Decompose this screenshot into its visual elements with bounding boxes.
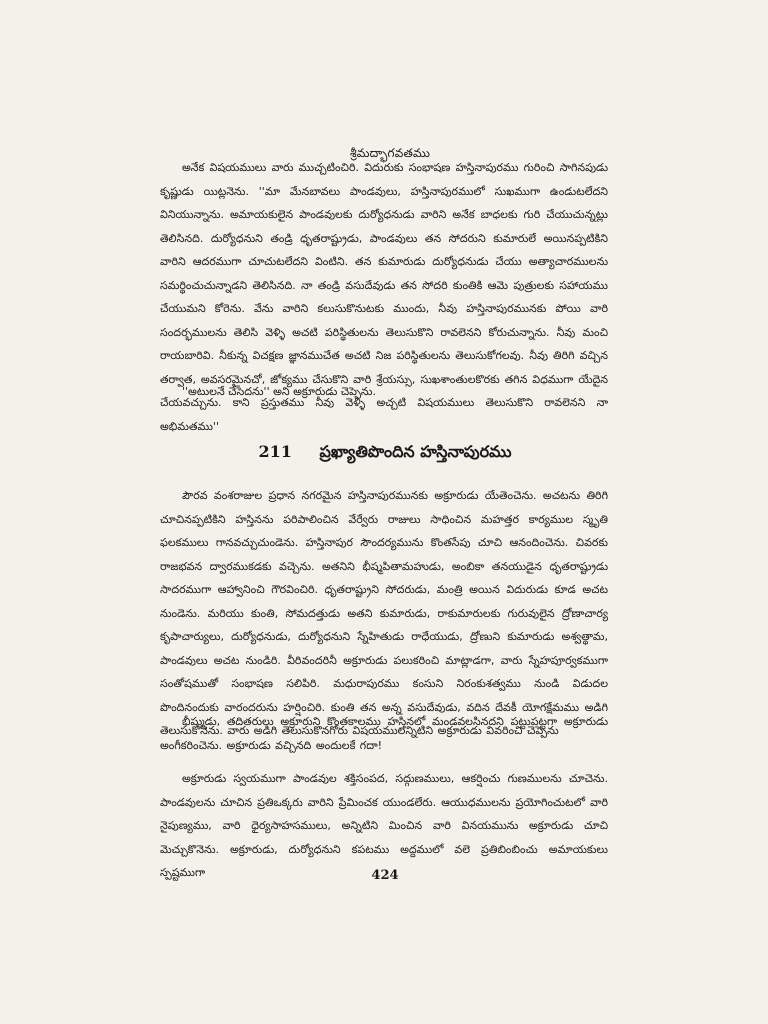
paragraph-pandavas xyxy=(160,767,608,885)
paragraph-text: పౌరవ వంశరాజుల ప్రధాన నగరమైన హస్తినాపురమునకు అక్రూరుడు యేతెంచెను. అచటను తిరిగి చూచినప్పటికిని హస్తినను పరిపాలించిన వేర్వేరు రాజులు సాధించిన మహత్తర కార్యముల స్మృతి ఫలకములు గానవచ్చుచుండెను. హస్తినాపుర సౌందర్యమును కొంతసేపు చూచి ఆనందించెను. చివరకు రాజభవన ద్వారముకడకు వచ్చెను. అతనిని భీష్మపితామహుడు, అంబికా తనయుడైన ధృతరాష్ట్రుడు సాదరముగా ఆహ్వానించి గౌరవించిరి. ధృతరాష్ట్రుని సోదరుడు, మంత్రి అయిన విదురుడు కూడ అచట నుండెను. మరియు కుంతి, సోమదత్తుడు అతని కుమారుడు, రాకుమారులకు గురువులైన ద్రోణాచార్య కృపాచార్యులు, దుర్యోధనుడు, దుర్యోధనుని స్నేహితుడు రాధేయుడు, ద్రోణుని కుమారుడు అశ్వత్థామ, పాండవులు అచట నుండిరి. వీరివందరినీ అక్రూరుడు పలుకరించి మాట్లాడగా, వారు స్నేహపూర్వకముగా సంతోషముతో సంభాషణ సలిపిరి. మధురాపురము కంసుని నిరంకుశత్వము నుండి విడుదల పొందినందుకు వారందరును హర్షించిరి. కుంతి తన అన్న వసుదేవుడు, వదిన దేవకీ యోగక్షేమము అడిగి తెలుసుకొనెను. వారు అడిగి తెలుసుకొనగోరు విషయములన్నిటిని అక్రూరుడు వివరించి చెప్పెను xyxy=(160,489,608,737)
paragraph-text: అక్రూరుడు స్వయముగా పాండవుల శక్తిసంపద, సద్గుణములు, ఆకర్షించు గుణములను చూచెను. పాండవులను చూచిన ప్రతిఒక్కరు వారిని ప్రేమించక యుండలేరు. ఆయుధములను ప్రయోగించుటలో వారి నైపుణ్యము, వారి ధైర్యసాహసములు, అన్నిటిని మించిన వారి వినయమును అక్రూరుడు చూచి మెచ్చుకొనెను. అక్రూరుడు, దుర్యోధనుని కపటము అద్దములో వలె ప్రతిబింబించు అమాయకులు స్పష్టముగా xyxy=(160,772,608,879)
paragraph-text: అనేక విషయములు వారు ముచ్చటించిరి. విదురుకు సంభాషణ హస్తినాపురము గురించి సాగినపుడు కృష్ణుడు యిట్లనెను. ''మా మేనబావలు పాండవులు, హస్తినాపురములో సుఖముగా ఉండుటలేదని వినియున్నాను. అమాయకులైన పాండవులకు దుర్యోధనుడు వారిని అనేక బాధలకు గురి చేయుచున్నట్లు తెలిసినది. దుర్యోధనుని తండ్రి ధృతరాష్ట్రుడు, పాండవులు తన సోదరుని కుమారులే అయినప్పటికిని వారిని ఆదరముగా చూచుటలేదని వింటిని. తన కుమారుడు దుర్యోధనుడు చేయు అత్యాచారములను సమర్థించుచున్నాడని తెలిసినది. నా తండ్రి వసుదేవుడు తన సోదరి కుంతికి ఆమె పుత్రులకు సహాయము చేయుమని కోరెను. వేను వారిని కలుసుకొనుటకు ముందు, నీవు హస్తినాపురమునకు పోయి వారి సందర్భములను తెలిసి వెళ్ళి అచటి పరిస్థితులను తెలుసుకొని రావలెనని కోరుచున్నాను. నీవు మంచి రాయబారివి. నీకున్న విచక్షణ జ్ఞానముచేత అచటి నిజ పరిస్థితులను తెలుసుకోగలవు. నీవు తిరిగి వచ్చిన తర్వాత, అవసరమైనచో, జోక్యము చేసుకొని వారి శ్రేయస్సు, సుఖశాంతులకొరకు తగిన విధముగా యేదైన చేయవచ్చును. కాని ప్రస్తుతము నీవు వెళ్ళి అచ్చటి విషయములు తెలుసుకొని రావలెనని నా అభిమతము'' xyxy=(160,161,608,433)
page-number: 424 xyxy=(371,868,399,883)
section-heading xyxy=(160,442,610,465)
running-header: శ్రీమద్భాగవతము xyxy=(349,146,431,160)
paragraph-hastinapura xyxy=(160,484,608,743)
paragraph-text: భీష్ముడు, తదితరులు అక్రూరుని కొంతకాలము హస్తినలో మండవలసినదని పట్టుపట్టగా అక్రూరుడు అంగీకరించెను. అక్రూరుడు వచ్చినది అందులకే గదా! xyxy=(160,715,608,752)
paragraph-bhishma xyxy=(160,710,608,757)
section-number: 211 xyxy=(258,442,292,461)
akrura-reply-line: ''అటులనే చేసెదను'' అని అక్రూరుడు చెప్పెను. xyxy=(182,385,376,398)
section-title: ప్రఖ్యాతిపొందిన హస్తినాపురము xyxy=(319,442,512,461)
